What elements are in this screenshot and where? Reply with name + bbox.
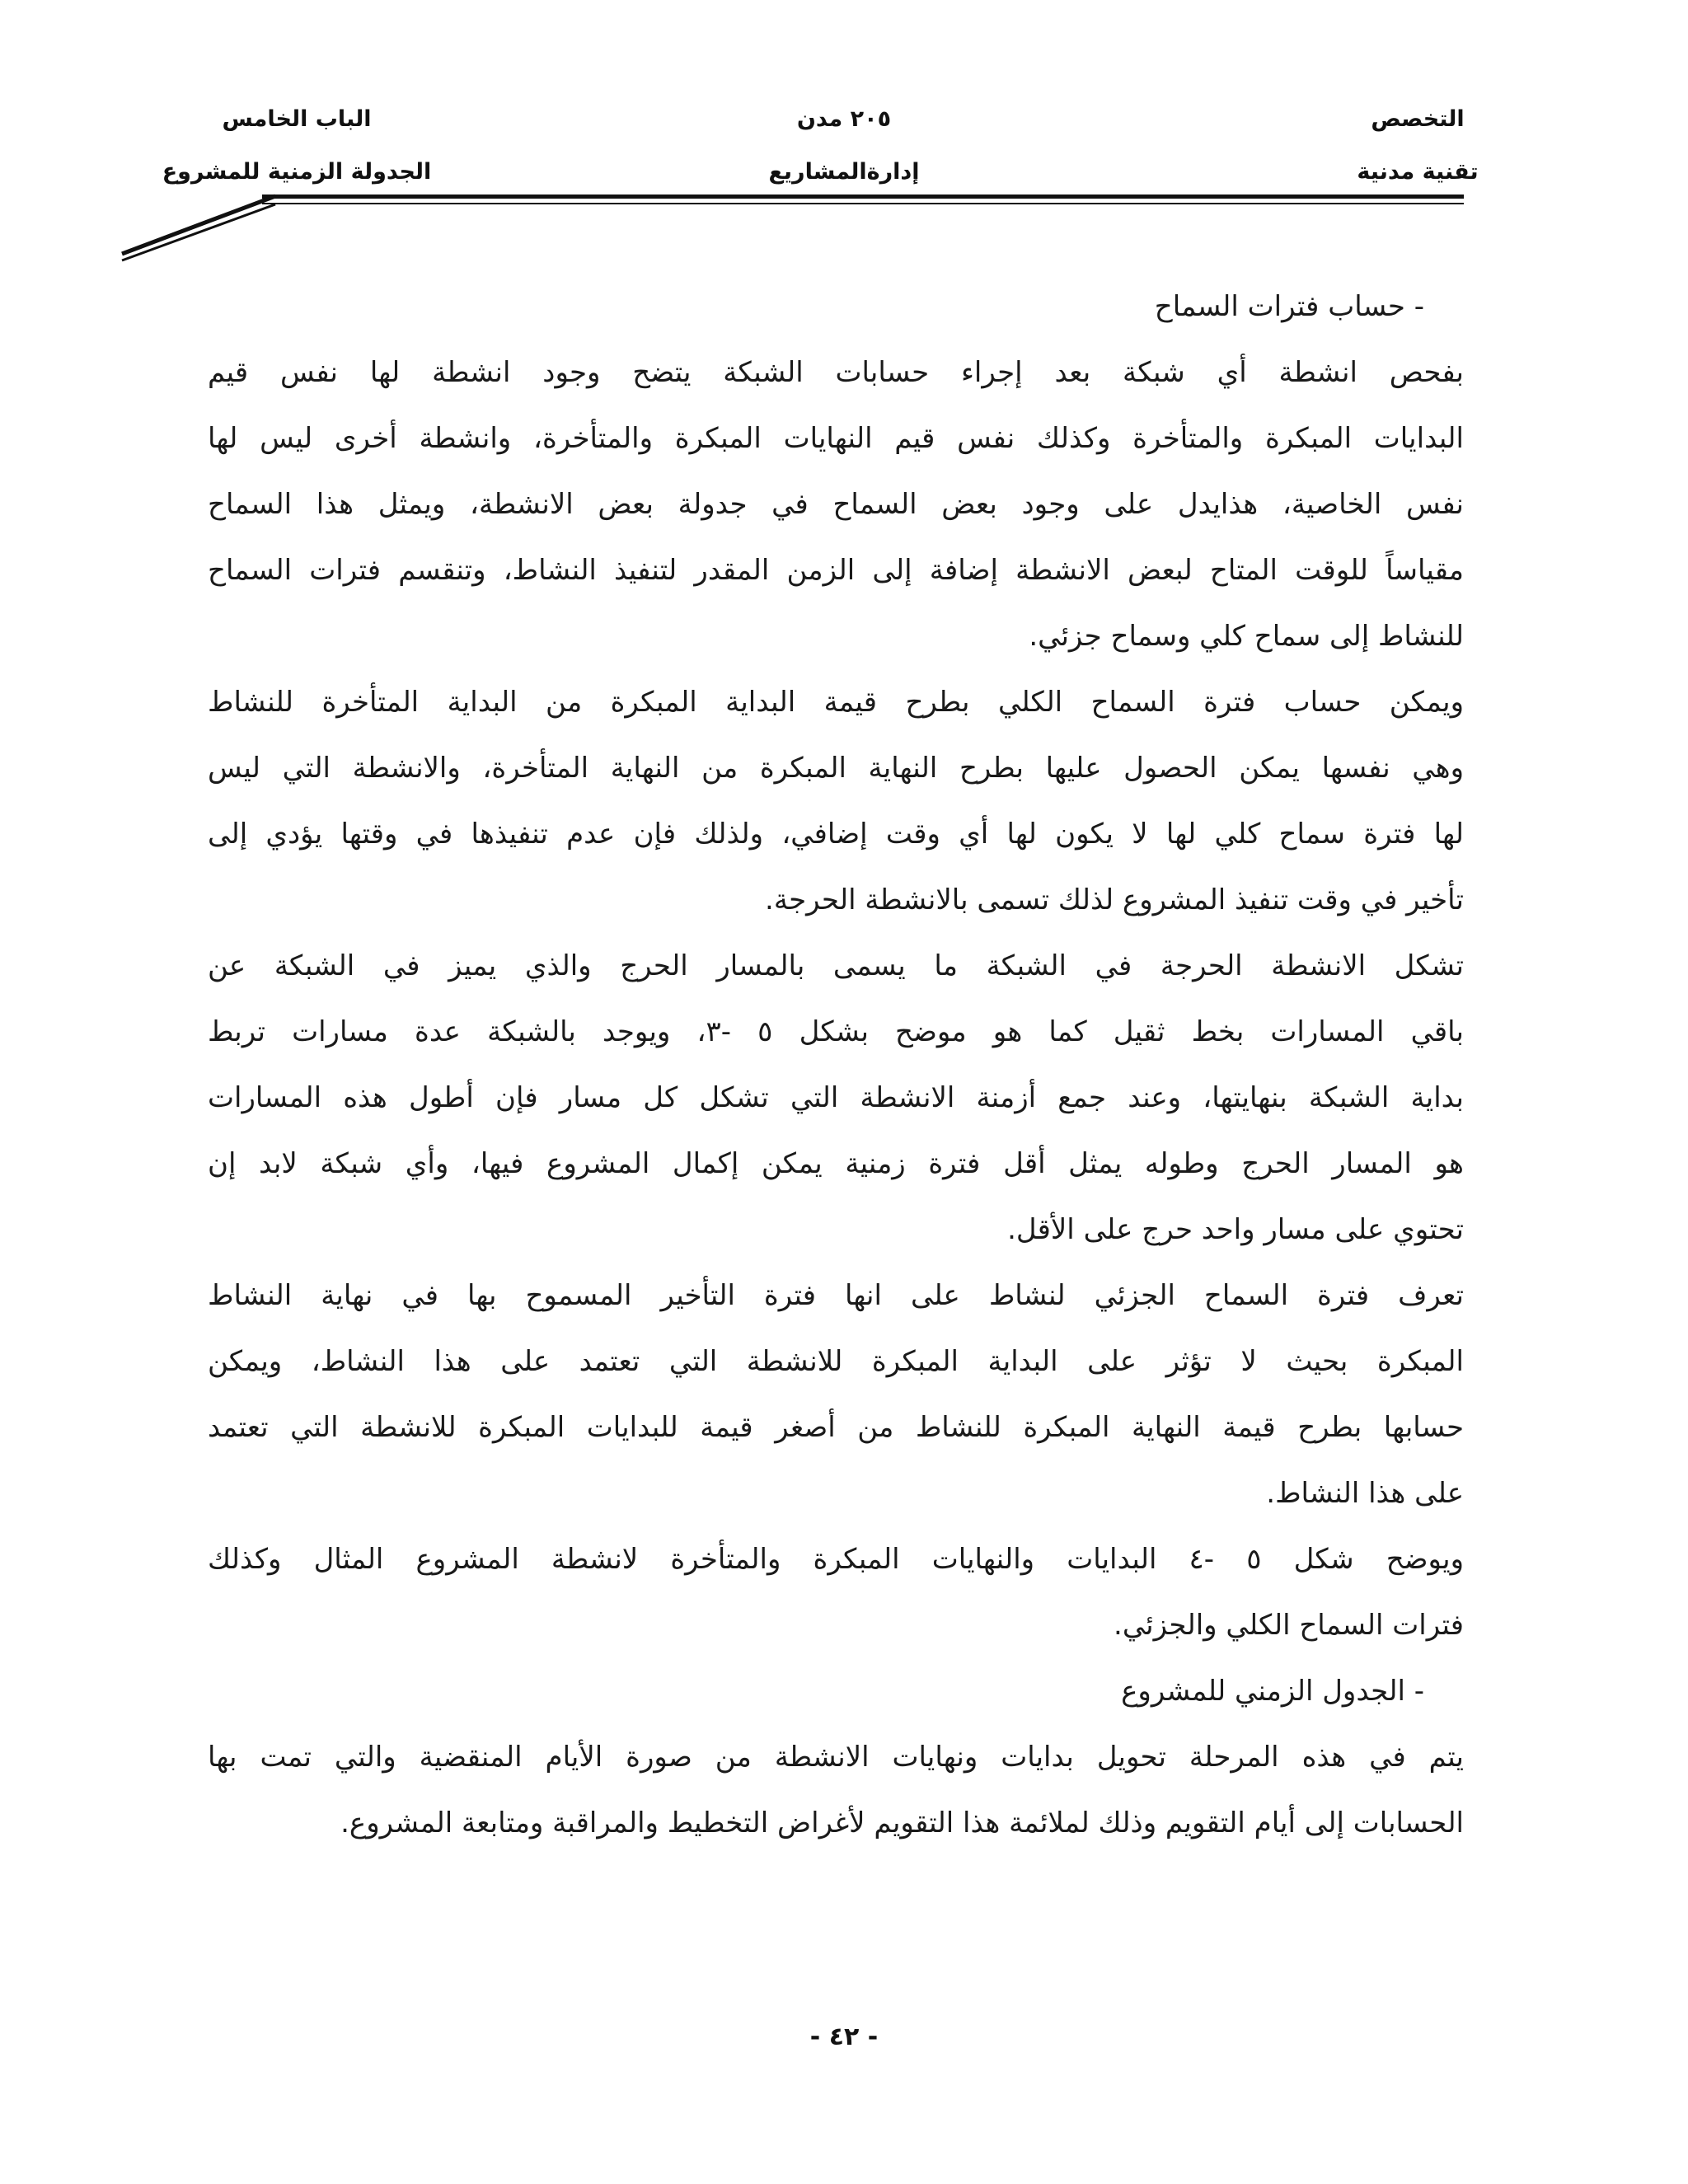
paragraph-line: بفحص انشطة أي شبكة بعد إجراء حسابات الشبكة يتضح وجود انشطة لها نفس قيم — [208, 356, 1464, 389]
paragraph-line: فترات السماح الكلي والجزئي. — [1114, 1609, 1464, 1642]
paragraph-line: لها فترة سماح كلي لها لا يكون لها أي وقت إضافي، ولذلك فإن عدم تنفيذها في وقتها يؤدي إلى — [208, 818, 1464, 851]
header-course-code: ٢٠٥ مدن — [796, 106, 892, 132]
main-content — [208, 274, 1464, 1856]
header-rule-thick — [262, 194, 1464, 199]
paragraph-line: وهي نفسها يمكن الحصول عليها بطرح النهاية المبكرة من النهاية المتأخرة، والانشطة التي ليس — [208, 752, 1464, 785]
paragraph-line: مقياساً للوقت المتاح لبعض الانشطة إضافة إلى الزمن المقدر لتنفيذ النشاط، وتنقسم فترات السماح — [208, 554, 1464, 587]
paragraph-line: تأخير في وقت تنفيذ المشروع لذلك تسمى بالانشطة الحرجة. — [765, 883, 1464, 916]
paragraph-line: حسابها بطرح قيمة النهاية المبكرة للنشاط من أصغر قيمة للبدايات المبكرة للانشطة التي تعتمد — [208, 1411, 1464, 1444]
paragraph-line: هو المسار الحرج وطوله يمثل أقل فترة زمنية يمكن إكمال المشروع فيها، وأي شبكة لابد إن — [208, 1147, 1464, 1180]
paragraph-line: البدايات المبكرة والمتأخرة وكذلك نفس قيم النهايات المبكرة والمتأخرة، وانشطة أخرى ليس لها — [208, 422, 1464, 455]
section-heading-schedule: - الجدول الزمني للمشروع — [1121, 1675, 1424, 1708]
section-heading-float: - حساب فترات السماح — [1154, 290, 1424, 323]
paragraph-line: بداية الشبكة بنهايتها، وعند جمع أزمنة الانشطة التي تشكل كل مسار فإن أطول هذه المسارات — [208, 1081, 1464, 1114]
paragraph-line: تعرف فترة السماح الجزئي لنشاط على انها فترة التأخير المسموح بها في نهاية النشاط — [208, 1279, 1464, 1312]
header-specialty-value: تقنية مدنية — [1357, 159, 1479, 185]
paragraph-line: نفس الخاصية، هذايدل على وجود بعض السماح في جدولة بعض الانشطة، ويمثل هذا السماح — [208, 488, 1464, 521]
paragraph-3 — [208, 933, 1464, 1263]
paragraph-line: باقي المسارات بخط ثقيل كما هو موضح بشكل ٥ -٣، ويوجد بالشبكة عدة مسارات تربط — [208, 1015, 1465, 1048]
paragraph-6 — [208, 1724, 1464, 1856]
page-number: - ٤٢ - — [809, 2022, 879, 2051]
header-course-title: إدارةالمشاريع — [768, 159, 920, 185]
paragraph-line: تشكل الانشطة الحرجة في الشبكة ما يسمى بالمسار الحرج والذي يميز في الشبكة عن — [208, 949, 1464, 982]
paragraph-2 — [208, 669, 1464, 933]
header-rule-thin — [262, 203, 1464, 204]
paragraph-line: المبكرة بحيث لا تؤثر على البداية المبكرة للانشطة التي تعتمد على هذا النشاط، ويمكن — [208, 1345, 1464, 1378]
paragraph-line: تحتوي على مسار واحد حرج على الأقل. — [1007, 1213, 1464, 1246]
paragraph-4 — [208, 1263, 1464, 1526]
paragraph-line: يتم في هذه المرحلة تحويل بدايات ونهايات الانشطة من صورة الأيام المنقضية والتي تمت بها — [208, 1741, 1464, 1774]
paragraph-line: للنشاط إلى سماح كلي وسماح جزئي. — [1029, 620, 1464, 653]
header-specialty-label: التخصص — [1371, 106, 1465, 132]
paragraph-line: ويمكن حساب فترة السماح الكلي بطرح قيمة البداية المبكرة من البداية المتأخرة للنشاط — [208, 686, 1464, 719]
header-decorative-slash — [120, 188, 277, 262]
paragraph-line: على هذا النشاط. — [1266, 1477, 1464, 1510]
header-chapter-title: الجدولة الزمنية للمشروع — [162, 159, 432, 185]
paragraph-line: ويوضح شكل ٥ -٤ البدايات والنهايات المبكرة والمتأخرة لانشطة المشروع المثال وكذلك — [208, 1543, 1464, 1576]
paragraph-1 — [208, 340, 1464, 669]
paragraph-line: الحسابات إلى أيام التقويم وذلك لملائمة هذا التقويم لأغراض التخطيط والمراقبة ومتابعة المشروع. — [340, 1807, 1464, 1840]
header-chapter-label: الباب الخامس — [222, 106, 372, 132]
paragraph-5 — [208, 1526, 1464, 1658]
